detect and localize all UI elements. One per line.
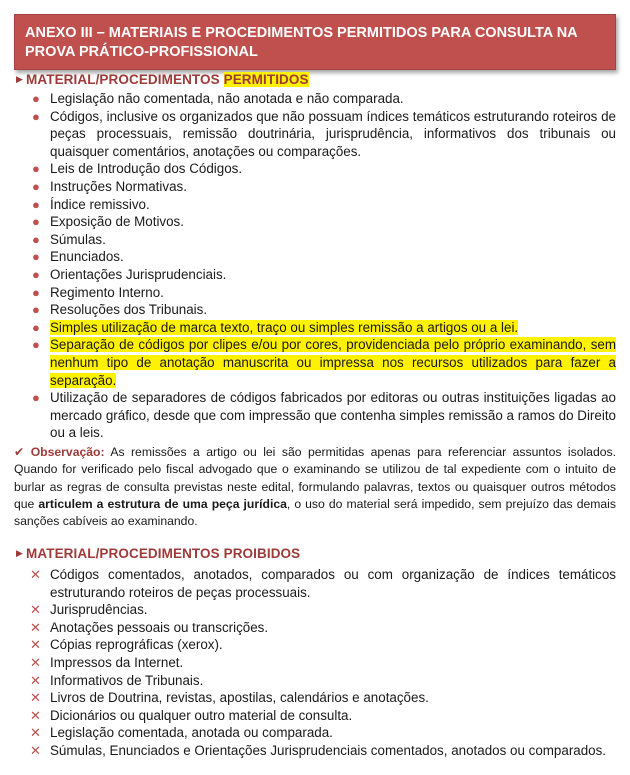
- cross-icon: ✕: [30, 742, 41, 758]
- bullet-icon: ●: [32, 390, 40, 406]
- list-item: ✕ Livros de Doutrina, revistas, apostilas, calendários e anotações.: [30, 690, 429, 706]
- permitted-heading-highlight: PERMITIDOS: [223, 72, 309, 87]
- list-item: ✕ Súmulas, Enunciados e Orientações Jurisprudenciais comentados, anotados ou comparados.: [30, 742, 607, 758]
- permitted-list: [30, 90, 616, 442]
- list-item: ● Exposição de Motivos.: [32, 214, 184, 230]
- cross-icon: ✕: [30, 672, 41, 688]
- list-item: ✕ Impressos da Internet.: [30, 654, 184, 670]
- prohibited-heading-text: MATERIAL/PROCEDIMENTOS PROIBIDOS: [26, 546, 301, 561]
- cross-icon: ✕: [30, 690, 41, 706]
- annex-title: ANEXO III – MATERIAIS E PROCEDIMENTOS PERMITIDOS PARA CONSULTA NA PROVA PRÁTICO-PROFISSIONAL: [25, 25, 578, 60]
- cross-icon: ✕: [30, 602, 41, 618]
- bullet-icon: ●: [32, 161, 40, 177]
- bullet-icon: ●: [32, 249, 40, 265]
- list-item: ● Resoluções dos Tribunais.: [32, 302, 208, 318]
- bullet-icon: ●: [32, 266, 40, 282]
- list-item: ● Orientações Jurisprudenciais.: [32, 266, 227, 282]
- prohibited-heading: [16, 546, 300, 561]
- list-item: ● Regimento Interno.: [32, 284, 164, 300]
- list-item: ✕ Anotações pessoais ou transcrições.: [30, 619, 269, 635]
- list-item: ✕ Dicionários ou qualquer outro material de consulta.: [30, 707, 353, 723]
- observation-note: [14, 444, 616, 530]
- bullet-icon: ●: [32, 214, 40, 230]
- bullet-icon: ●: [32, 178, 40, 194]
- observation-bold-text: articulem a estrutura de uma peça jurídica: [38, 496, 287, 511]
- list-item: ● Legislação não comentada, não anotada e não comparada.: [32, 91, 404, 106]
- list-item: ● Índice remissivo.: [32, 196, 150, 212]
- permitted-heading: [16, 72, 309, 87]
- list-item: ✕ Informativos de Tribunais.: [30, 672, 204, 688]
- list-item: ● Leis de Introdução dos Códigos.: [32, 161, 243, 177]
- list-item: ● Súmulas.: [32, 231, 106, 247]
- bullet-icon: ●: [32, 91, 40, 106]
- cross-icon: ✕: [30, 654, 41, 670]
- cross-icon: ✕: [30, 567, 41, 582]
- list-item: ✕ Códigos comentados, anotados, comparados ou com organização de índices temáticos estruturando roteiros de peças processuais.: [30, 567, 616, 600]
- bullet-icon: ●: [32, 337, 40, 353]
- checkmark-icon: ✔: [14, 445, 31, 459]
- list-item: ✕ Legislação comentada, anotada ou comparada.: [30, 725, 333, 741]
- list-item: ✕ Cópias reprográficas (xerox).: [30, 637, 223, 653]
- list-item-highlighted: ● Separação de códigos por clipes e/ou por cores, providenciada pelo próprio examinando, sem nenhum tipo de anotação manuscrita ou impressa nos recursos utilizados para fazer a separação.: [32, 337, 616, 388]
- observation-label: Observação:: [30, 445, 105, 459]
- list-item: ● Instruções Normativas.: [32, 178, 187, 194]
- bullet-icon: ●: [32, 284, 40, 300]
- list-item: ✕ Jurisprudências.: [30, 602, 148, 618]
- bullet-icon: ●: [32, 231, 40, 247]
- bullet-icon: ●: [32, 319, 40, 335]
- cross-icon: ✕: [30, 707, 41, 723]
- observation-text-2: , o uso do material será impedido, sem prejuízo das demais sanções cabíveis ao examinando.: [14, 496, 616, 529]
- triangle-right-icon: ▶: [16, 548, 24, 558]
- prohibited-list: [30, 566, 616, 760]
- bullet-icon: ●: [32, 302, 40, 318]
- triangle-right-icon: ▶: [16, 74, 24, 84]
- cross-icon: ✕: [30, 725, 41, 741]
- permitted-heading-prefix: MATERIAL/PROCEDIMENTOS: [26, 72, 224, 87]
- bullet-icon: ●: [32, 196, 40, 212]
- list-item: ● Códigos, inclusive os organizados que não possuam índices temáticos estruturando roteiros de peças processuais, remissão doutrinária, jurisprudência, informativos dos tribunais ou quaisquer comentários, anotações ou comparações.: [32, 108, 616, 159]
- annex-title-banner: [14, 14, 616, 70]
- list-item-highlighted: ● Simples utilização de marca texto, traço ou simples remissão a artigos ou a lei.: [32, 319, 519, 335]
- observation-text-1: As remissões a artigo ou lei são permitidas apenas para referenciar assuntos isolados. Quando for verificado pelo fiscal advogado que o examinando se utilizou de tal expediente com o intuito de burlar as regras de consulta previstas neste edital, formulando palavras, textos ou quaisquer outros métodos que: [14, 445, 617, 511]
- list-item: ● Enunciados.: [32, 249, 124, 265]
- cross-icon: ✕: [30, 637, 41, 653]
- cross-icon: ✕: [30, 619, 41, 635]
- bullet-icon: ●: [32, 108, 40, 124]
- list-item: ● Utilização de separadores de códigos fabricados por editoras ou outras instituições ligadas ao mercado gráfico, desde que com impressão que contenha simples remissão a ramos do Direito ou a leis.: [32, 390, 616, 441]
